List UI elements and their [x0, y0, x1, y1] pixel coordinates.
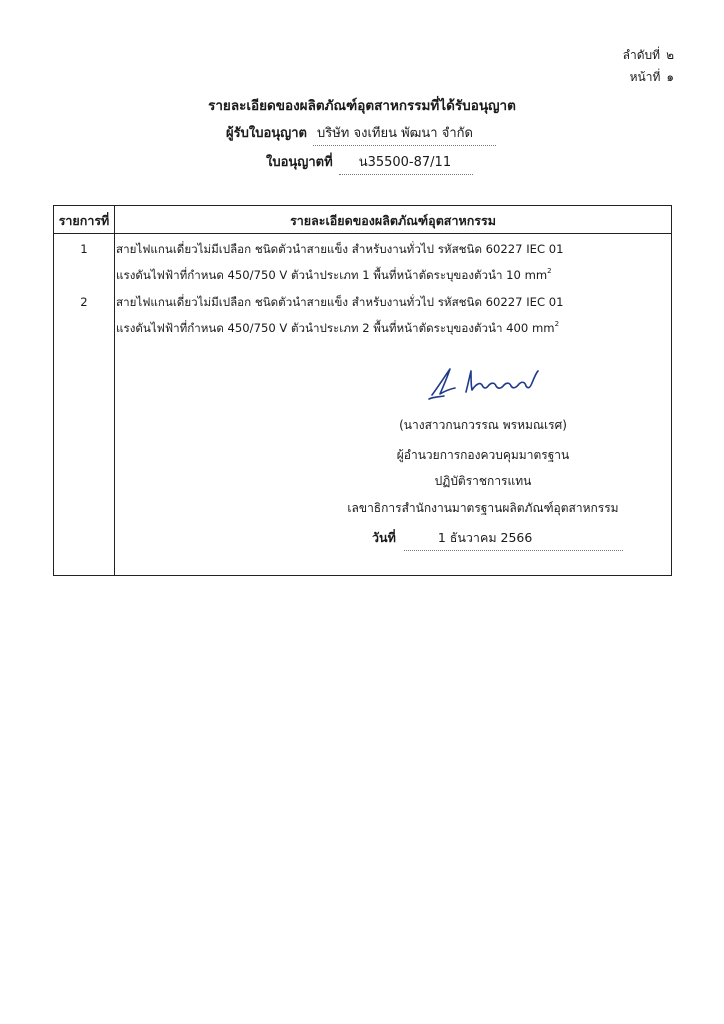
licensee-field [226, 122, 496, 146]
table-row [80, 291, 564, 339]
page-number [623, 66, 674, 88]
page-value: ๑ [666, 70, 674, 84]
row-number: 1 [80, 242, 88, 256]
superscript: 2 [554, 320, 560, 328]
signatory-office: เลขาธิการสำนักงานมาตรฐานผลิตภัณฑ์อุตสาหกรรม [347, 501, 619, 515]
sequence-label: ลำดับที่ [622, 48, 661, 62]
row-number: 2 [80, 295, 88, 309]
license-value: น35500-87/11 [339, 151, 473, 175]
row-detail-line: สายไฟแกนเดี่ยวไม่มีเปลือก ชนิดตัวนำสายแข็ง สำหรับงานทั่วไป รหัสชนิด 60227 IEC 01 [116, 295, 564, 309]
header-detail: รายละเอียดของผลิตภัณฑ์อุตสาหกรรม [290, 213, 496, 228]
superscript: 2 [547, 267, 552, 275]
table-row [80, 238, 564, 286]
signature [418, 364, 558, 409]
date-label: วันที่ [372, 530, 396, 545]
row-detail-text: แรงดันไฟฟ้าที่กำหนด 450/750 V ตัวนำประเภท 2 พื้นที่หน้าตัดระบุของตัวนำ 400 mm [116, 321, 555, 335]
licensee-label: ผู้รับใบอนุญาต [226, 126, 307, 141]
licensee-value: บริษัท จงเทียน พัฒนา จำกัด [313, 122, 496, 146]
date-value: 1 ธันวาคม 2566 [404, 528, 623, 551]
row-detail-line [116, 260, 564, 286]
sequence-value: ๒ [666, 48, 674, 62]
document-title: รายละเอียดของผลิตภัณฑ์อุตสาหกรรมที่ได้รับอนุญาต [208, 98, 516, 114]
header-divider [54, 233, 671, 234]
product-details-table [53, 205, 672, 576]
signatory-acting-for: ปฏิบัติราชการแทน [434, 474, 532, 488]
signatory-position: ผู้อำนวยการกองควบคุมมาตรฐาน [396, 448, 570, 462]
header-item-no: รายการที่ [58, 213, 110, 228]
page-label: หน้าที่ [629, 70, 661, 84]
column-divider [114, 206, 115, 575]
sequence-number [623, 44, 674, 66]
row-detail-line: สายไฟแกนเดี่ยวไม่มีเปลือก ชนิดตัวนำสายแข็ง สำหรับงานทั่วไป รหัสชนิด 60227 IEC 01 [116, 242, 564, 256]
license-field [266, 151, 473, 175]
license-label: ใบอนุญาตที่ [266, 155, 333, 170]
row-detail-text: แรงดันไฟฟ้าที่กำหนด 450/750 V ตัวนำประเภท 1 พื้นที่หน้าตัดระบุของตัวนำ 10 mm [116, 268, 548, 282]
signatory-name: (นางสาวกนกวรรณ พรหมณเรศ) [399, 418, 567, 432]
date-field [372, 528, 623, 551]
page-meta [623, 44, 674, 88]
row-detail-line [116, 313, 564, 339]
